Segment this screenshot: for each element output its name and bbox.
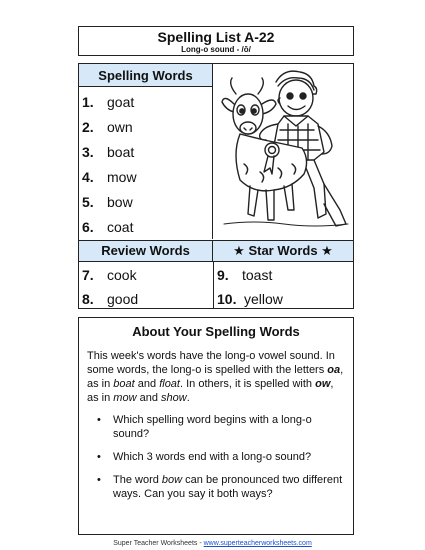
- example-word: float: [159, 378, 180, 390]
- word-number: 4.: [82, 168, 94, 185]
- word-text: mow: [107, 168, 137, 185]
- word-text: bow: [107, 193, 133, 210]
- question-list: [97, 413, 345, 501]
- example-word: mow: [113, 392, 137, 404]
- text: This week's words have the long-o vowel sound. In some words, the long-o is spelled with the letters: [87, 350, 335, 376]
- text: and: [134, 378, 160, 390]
- text: and: [136, 392, 161, 404]
- word-number: 7.: [82, 266, 94, 283]
- word-text: cook: [107, 266, 137, 283]
- question-text: can be pronounced two different ways. Can you say it both ways?: [113, 474, 343, 500]
- pattern-ow: ow: [315, 378, 331, 390]
- spelling-word-row: [79, 114, 133, 139]
- word-text: good: [107, 290, 139, 307]
- footer: [0, 540, 425, 547]
- bullet-icon: •: [97, 451, 101, 463]
- text: , as in: [87, 378, 334, 404]
- word-number: 9.: [217, 266, 229, 283]
- review-word-row: [79, 286, 138, 311]
- about-title: About Your Spelling Words: [132, 324, 300, 339]
- question-text: Which spelling word begins with a long-o sound?: [113, 414, 312, 440]
- spelling-word-row: [79, 189, 133, 214]
- word-text: goat: [107, 93, 135, 110]
- spelling-word-row: [79, 164, 137, 189]
- star-words-heading: ★ Star Words ★: [233, 243, 333, 258]
- spelling-word-row: [79, 89, 134, 114]
- question-item: [97, 413, 345, 441]
- text: .: [186, 392, 190, 404]
- text: . In others, it is spelled with: [179, 378, 316, 390]
- page-title: Spelling List A-22: [157, 29, 275, 45]
- title-box: [78, 26, 354, 56]
- question-item: [97, 473, 345, 501]
- footer-text: Super Teacher Worksheets -: [113, 540, 204, 547]
- review-star-heading-bar: [79, 240, 353, 262]
- word-number: 1.: [82, 93, 94, 110]
- word-number: 8.: [82, 290, 94, 307]
- spelling-word-row: [79, 214, 133, 239]
- footer-link[interactable]: www.superteacherworksheets.com: [203, 540, 312, 547]
- bullet-icon: •: [97, 414, 101, 426]
- word-text: coat: [107, 218, 134, 235]
- word-text: yellow: [244, 290, 283, 307]
- word-number: 6.: [82, 218, 94, 235]
- star-word-row: [214, 262, 272, 287]
- review-words-heading: Review Words: [79, 241, 213, 261]
- review-word-row: [79, 262, 137, 287]
- word-number: 5.: [82, 193, 94, 210]
- example-word: bow: [161, 474, 183, 486]
- star-word-row: [214, 286, 283, 311]
- word-number: 3.: [82, 143, 94, 160]
- spelling-words-column: [79, 87, 213, 239]
- word-list-box: [78, 63, 354, 309]
- about-box: [78, 317, 354, 535]
- spelling-word-row: [79, 139, 134, 164]
- spelling-words-heading: Spelling Words: [79, 64, 213, 87]
- word-text: toast: [242, 266, 273, 283]
- word-number: 10.: [217, 290, 237, 307]
- question-text: Which 3 words end with a long-o sound?: [113, 451, 312, 463]
- question-text: The word: [113, 474, 162, 486]
- page-subtitle: Long-o sound - /ō/: [181, 45, 251, 54]
- about-paragraph: [87, 349, 345, 405]
- example-word: show: [161, 392, 187, 404]
- example-word: boat: [113, 378, 135, 390]
- pattern-oa: oa: [327, 364, 341, 376]
- question-item: [97, 450, 345, 464]
- word-text: own: [107, 118, 133, 135]
- text: , as in: [87, 364, 344, 390]
- word-number: 2.: [82, 118, 94, 135]
- word-text: boat: [107, 143, 135, 160]
- bullet-icon: •: [97, 474, 101, 486]
- boy-and-goat-illustration: [214, 64, 354, 240]
